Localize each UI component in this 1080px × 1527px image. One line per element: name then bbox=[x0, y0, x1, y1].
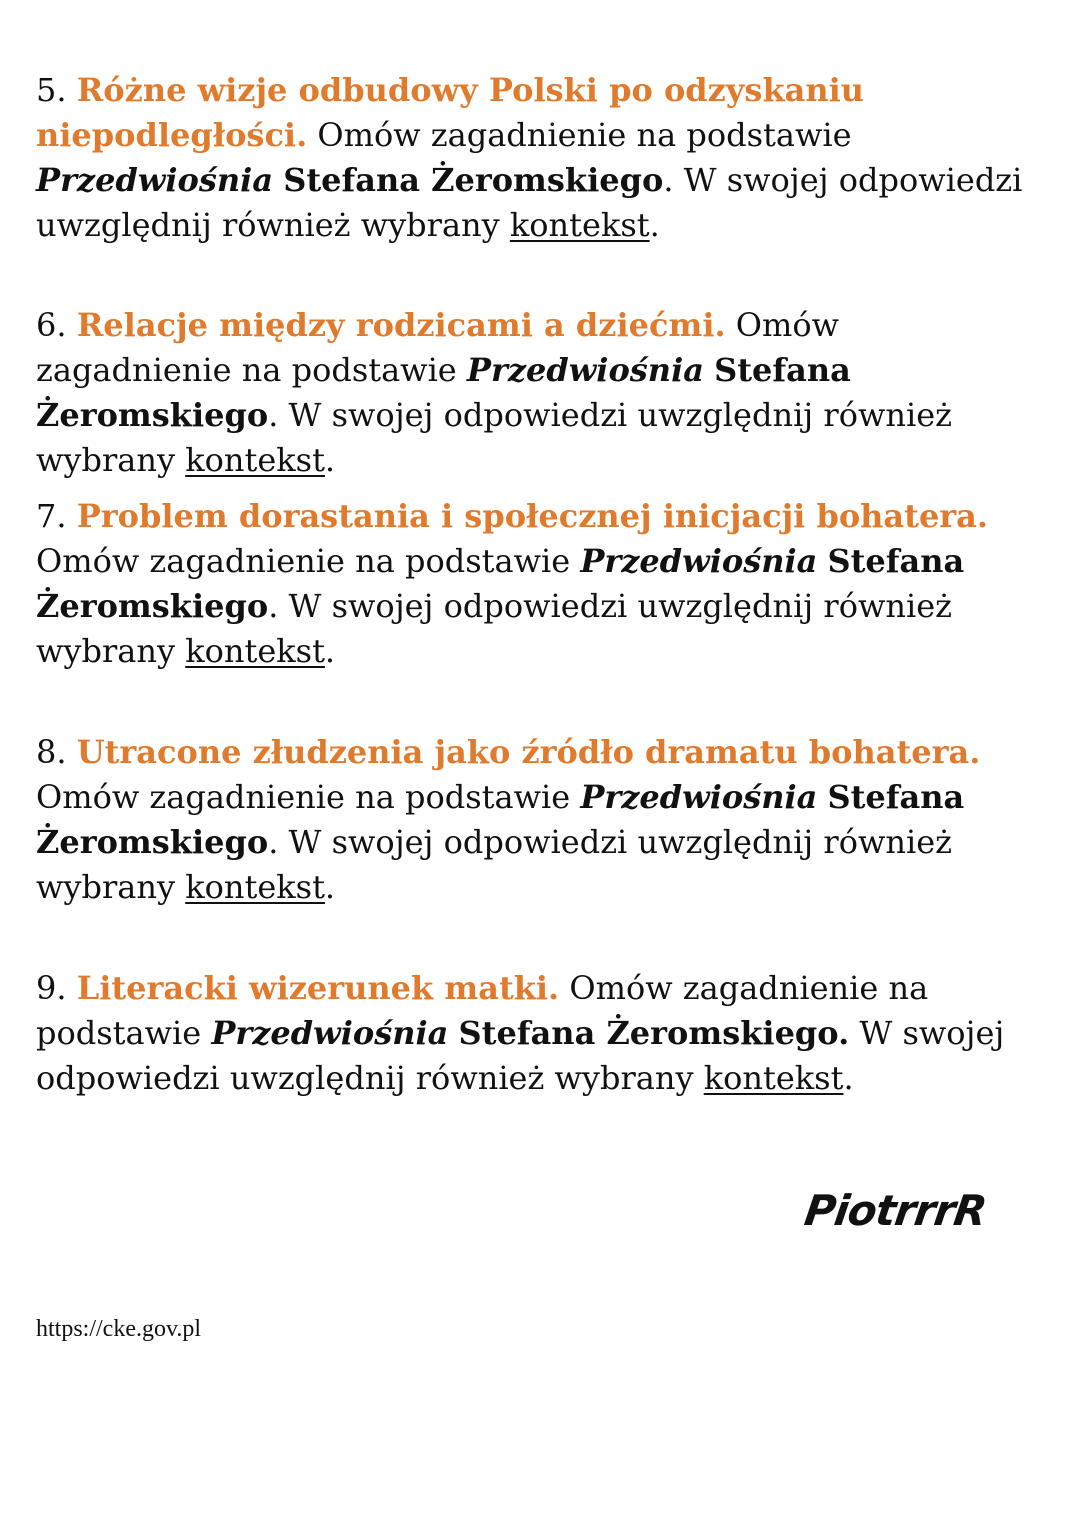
author-name: Stefana Żeromskiego bbox=[36, 778, 965, 861]
topic-title: Literacki wizerunek matki. bbox=[76, 969, 560, 1007]
topic-instruction: . W swojej odpowiedzi uwzględnij również wybrany bbox=[36, 823, 952, 906]
topic-instruction: . W swojej odpowiedzi uwzględnij również wybrany bbox=[36, 587, 952, 670]
topic-prompt: Omów zagadnienie na podstawie bbox=[36, 542, 571, 580]
context-link[interactable]: kontekst bbox=[509, 206, 650, 244]
topic-8 bbox=[36, 730, 1026, 910]
topic-6 bbox=[36, 303, 1026, 483]
work-title: Przedwiośnia bbox=[466, 351, 704, 389]
topic-prompt: Omów zagadnienie na podstawie bbox=[317, 116, 852, 154]
topic-title: Różne wizje odbudowy Polski po odzyskaniu niepodległości. bbox=[36, 71, 865, 154]
topic-end: . bbox=[843, 1059, 854, 1097]
topic-number: 9. bbox=[36, 969, 67, 1007]
author-name: Stefana Żeromskiego bbox=[36, 542, 965, 625]
topic-title: Relacje między rodzicami a dziećmi. bbox=[76, 306, 726, 344]
topic-end: . bbox=[649, 206, 660, 244]
author-signature: PiotrrrR bbox=[801, 1186, 990, 1235]
topic-5 bbox=[36, 68, 1026, 248]
topic-end: . bbox=[324, 441, 336, 479]
context-link[interactable]: kontekst bbox=[185, 868, 325, 906]
author-name: Stefana Żeromskiego. bbox=[458, 1014, 850, 1052]
topic-number: 7. bbox=[36, 497, 67, 535]
topic-title: Utracone złudzenia jako źródło dramatu bohatera. bbox=[76, 733, 981, 771]
context-link[interactable]: kontekst bbox=[185, 441, 325, 479]
topic-number: 5. bbox=[36, 71, 67, 109]
topic-end: . bbox=[324, 632, 336, 670]
topic-number: 6. bbox=[36, 306, 67, 344]
work-title: Przedwiośnia bbox=[580, 778, 818, 816]
topic-7 bbox=[36, 494, 1026, 674]
work-title: Przedwiośnia bbox=[580, 542, 818, 580]
topic-prompt: Omów zagadnienie na podstawie bbox=[36, 306, 840, 389]
topic-instruction: W swojej odpowiedzi uwzględnij również wybrany bbox=[36, 1014, 1005, 1097]
topic-prompt: Omów zagadnienie na podstawie bbox=[36, 969, 929, 1052]
author-name: Stefana Żeromskiego bbox=[283, 161, 664, 199]
topic-instruction: . W swojej odpowiedzi uwzględnij również wybrany bbox=[36, 396, 952, 479]
work-title: Przedwiośnia bbox=[36, 161, 274, 199]
topic-9 bbox=[36, 966, 1026, 1101]
topic-title: Problem dorastania i społecznej inicjacji bohatera. bbox=[76, 497, 989, 535]
topic-number: 8. bbox=[36, 733, 67, 771]
author-name: Stefana Żeromskiego bbox=[36, 351, 851, 434]
topic-end: . bbox=[324, 868, 336, 906]
source-url[interactable]: https://cke.gov.pl bbox=[36, 1316, 202, 1342]
topic-prompt: Omów zagadnienie na podstawie bbox=[36, 778, 571, 816]
work-title: Przedwiośnia bbox=[211, 1014, 449, 1052]
context-link[interactable]: kontekst bbox=[185, 632, 325, 670]
topic-instruction: . W swojej odpowiedzi uwzględnij również wybrany bbox=[36, 161, 1023, 244]
context-link[interactable]: kontekst bbox=[703, 1059, 844, 1097]
